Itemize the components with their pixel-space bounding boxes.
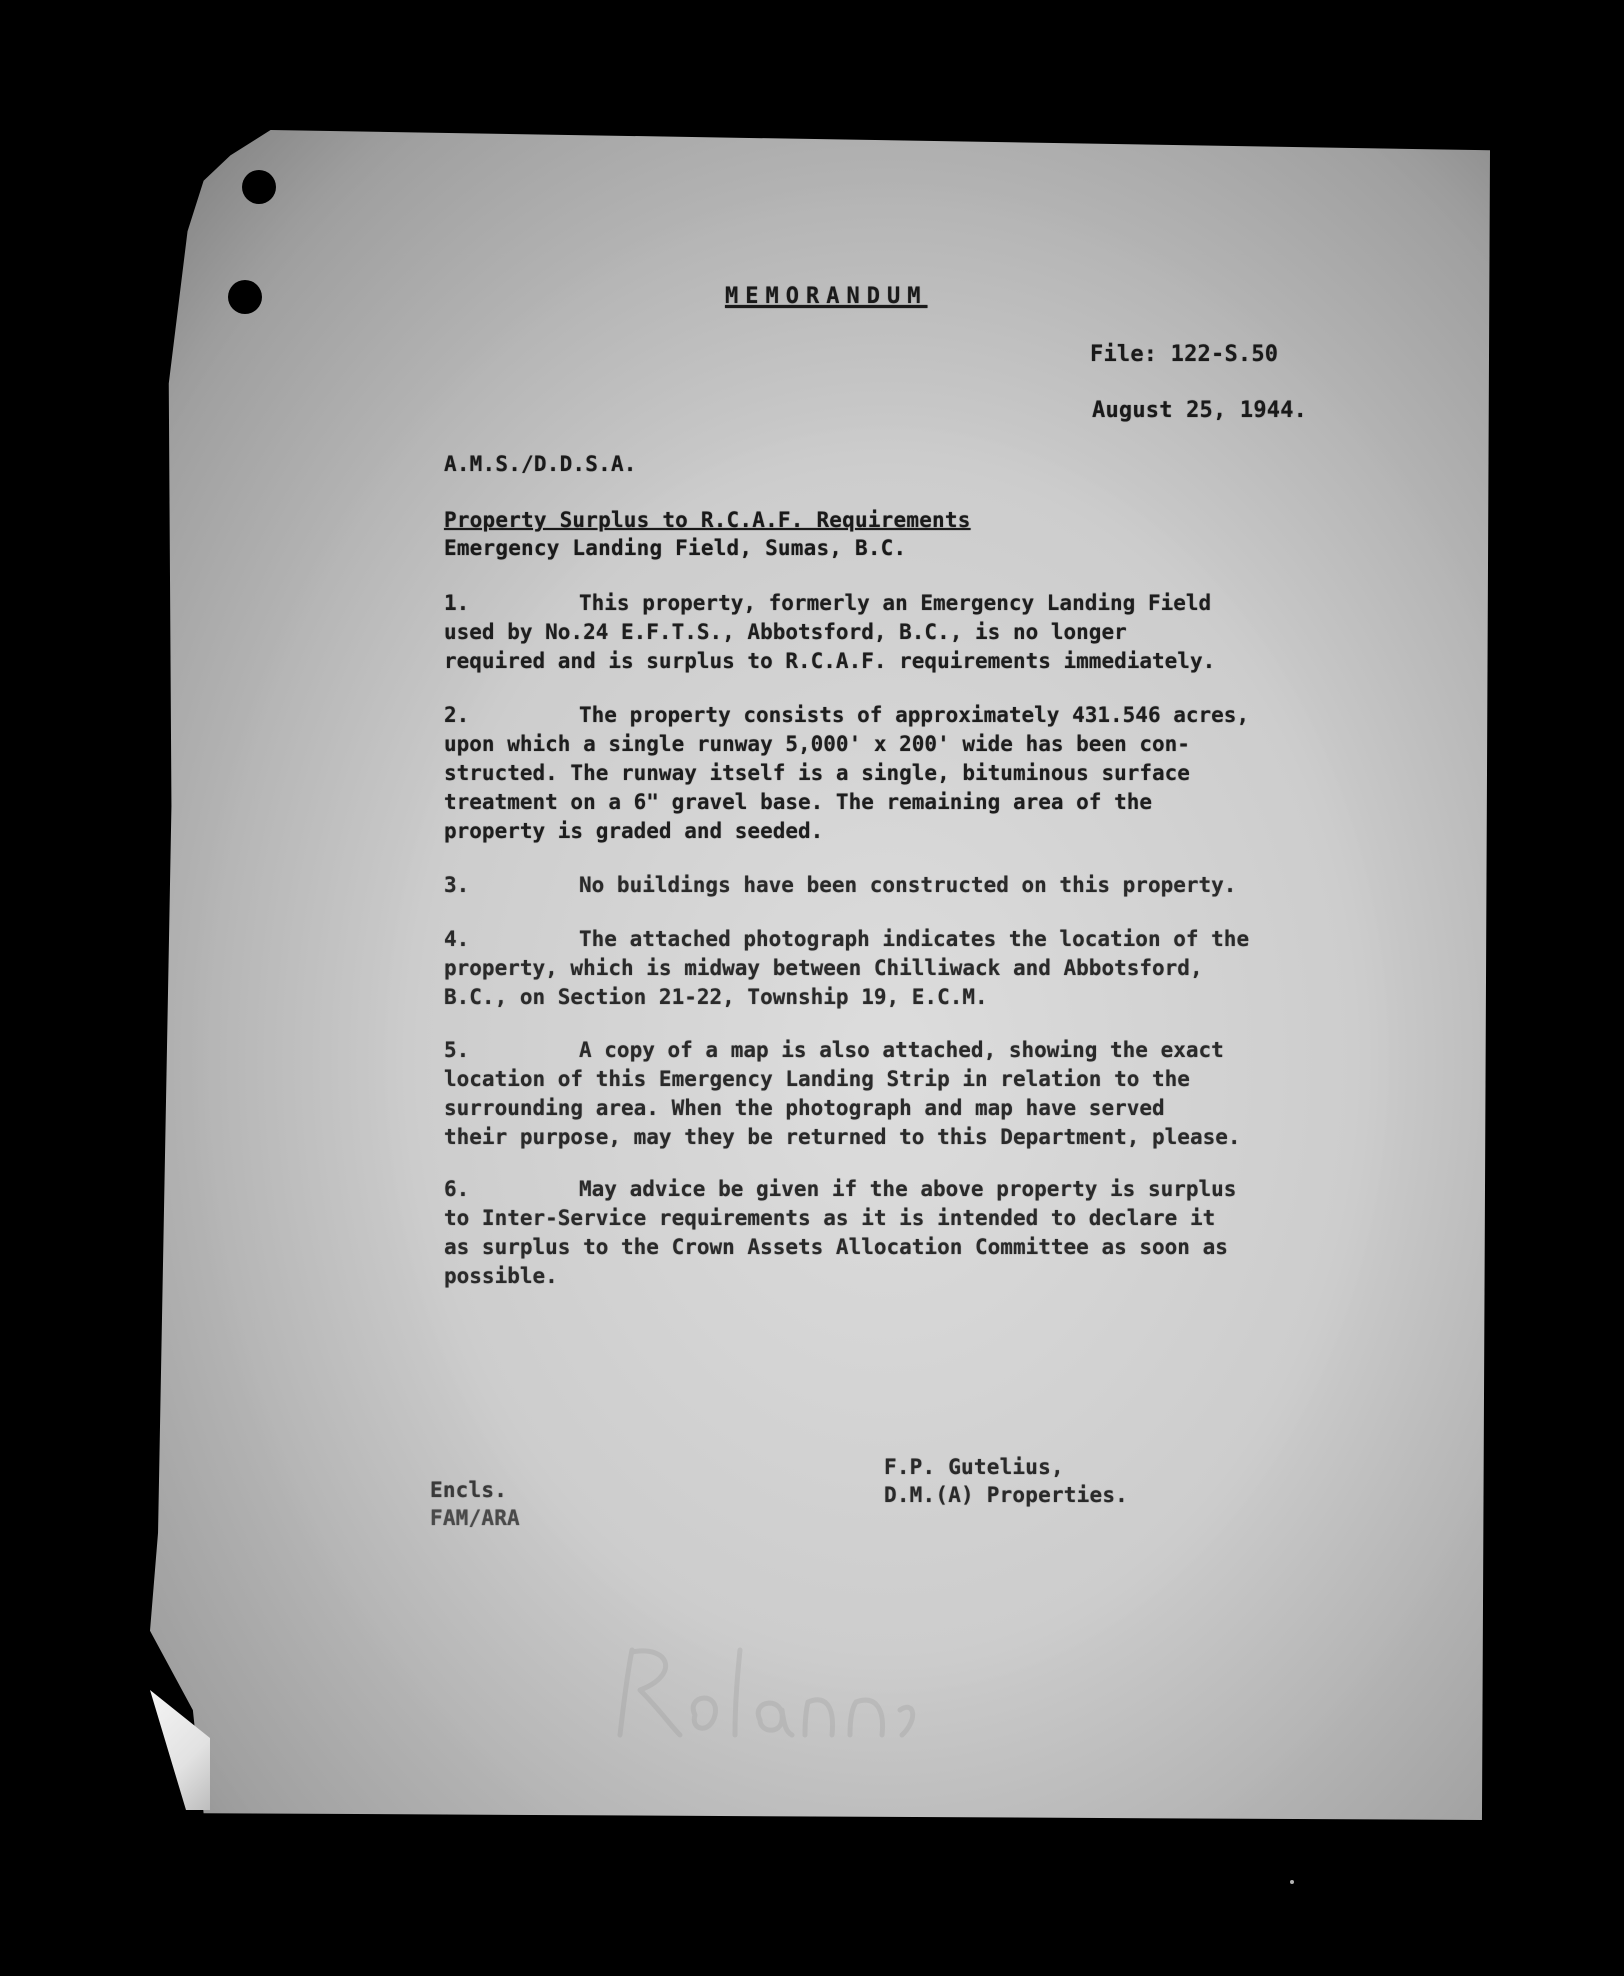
signatory-title: D.M.(A) Properties.: [884, 1483, 1129, 1507]
punch-hole-middle: [228, 280, 262, 314]
memo-date: August 25, 1944.: [1092, 398, 1308, 423]
paragraph-number: 6.: [444, 1177, 470, 1201]
paragraph-line: property, which is midway between Chilliwack and Abbotsford,: [444, 956, 1203, 980]
paragraph-line: possible.: [444, 1264, 558, 1288]
paragraph-line: [444, 925, 1249, 954]
dust-speck: [1290, 1880, 1294, 1884]
paragraph-number: 4.: [444, 927, 470, 951]
paragraph-line: [444, 871, 1236, 900]
paragraph-line: as surplus to the Crown Assets Allocation Committee as soon as: [444, 1235, 1228, 1259]
paragraph-line: required and is surplus to R.C.A.F. requirements immediately.: [444, 649, 1216, 673]
paragraph-line: surrounding area. When the photograph and map have served: [444, 1096, 1165, 1120]
paragraph-line: upon which a single runway 5,000' x 200' wide has been con-: [444, 732, 1190, 756]
paragraph-3: [444, 871, 1236, 900]
paragraph-5: [444, 1036, 1241, 1152]
paragraph-text: The property consists of approximately 431.546 acres,: [579, 703, 1250, 727]
memo-title: MEMORANDUM: [725, 284, 928, 309]
paragraph-4: [444, 925, 1249, 1012]
handwritten-note-text: Roland: [620, 1748, 624, 1749]
paragraph-number: 1.: [444, 591, 470, 615]
file-number: File: 122-S.50: [1090, 342, 1279, 367]
paragraph-line: treatment on a 6" gravel base. The remaining area of the: [444, 790, 1153, 814]
paragraph-6: [444, 1175, 1236, 1291]
signatory-name: F.P. Gutelius,: [884, 1455, 1064, 1479]
subject-line-1: Property Surplus to R.C.A.F. Requirements: [444, 508, 971, 532]
subject-line-2: Emergency Landing Field, Sumas, B.C.: [444, 536, 907, 560]
paragraph-line: structed. The runway itself is a single, bituminous surface: [444, 761, 1190, 785]
paragraph-line: [444, 589, 1215, 618]
paragraph-1: [444, 589, 1215, 676]
paragraph-text: This property, formerly an Emergency Landing Field: [579, 591, 1212, 615]
punch-hole-top: [242, 170, 276, 204]
paragraph-number: 3.: [444, 873, 470, 897]
enclosures-label: Encls.: [430, 1478, 508, 1502]
paragraph-line: B.C., on Section 21-22, Township 19, E.C.M.: [444, 985, 988, 1009]
reference-initials: FAM/ARA: [430, 1506, 520, 1530]
paragraph-number: 2.: [444, 703, 470, 727]
paragraph-2: [444, 701, 1249, 846]
paragraph-line: [444, 701, 1249, 730]
paragraph-line: [444, 1036, 1241, 1065]
recipient: A.M.S./D.D.S.A.: [444, 452, 637, 476]
paragraph-number: 5.: [444, 1038, 470, 1062]
paragraph-text: The attached photograph indicates the location of the: [579, 927, 1250, 951]
paragraph-line: to Inter-Service requirements as it is intended to declare it: [444, 1206, 1216, 1230]
paragraph-line: used by No.24 E.F.T.S., Abbotsford, B.C., is no longer: [444, 620, 1127, 644]
handwritten-note: [610, 1640, 920, 1750]
paragraph-text: May advice be given if the above property is surplus: [579, 1177, 1237, 1201]
paragraph-text: A copy of a map is also attached, showing the exact: [579, 1038, 1224, 1062]
paragraph-line: property is graded and seeded.: [444, 819, 824, 843]
paragraph-line: location of this Emergency Landing Strip in relation to the: [444, 1067, 1190, 1091]
paragraph-line: [444, 1175, 1236, 1204]
paragraph-line: their purpose, may they be returned to this Department, please.: [444, 1125, 1241, 1149]
paragraph-text: No buildings have been constructed on this property.: [579, 873, 1237, 897]
